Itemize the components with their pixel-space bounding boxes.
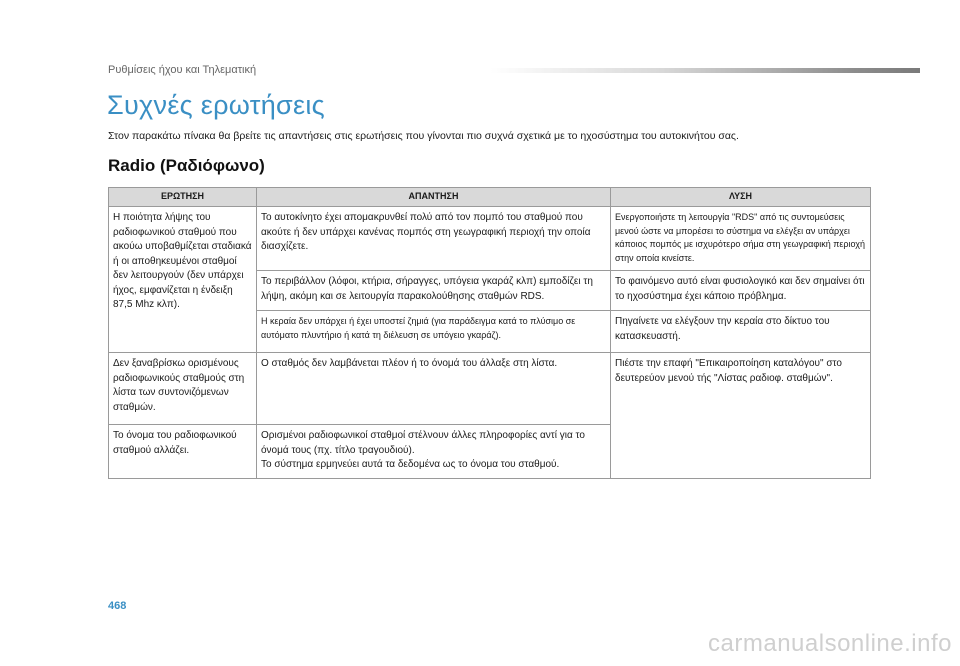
intro-text: Στον παρακάτω πίνακα θα βρείτε τις απαντήσεις στις ερωτήσεις που γίνονται πιο συχνά σχετικά με το ηχοσύστημα του αυτοκινήτου σας. (108, 130, 739, 142)
answer-cell: Το αυτοκίνητο έχει απομακρυνθεί πολύ από τον πομπό του σταθμού που ακούτε ή δεν υπάρχει κανένας πομπός στη γεωγραφική περιοχή την οποία διασχίζετε. (257, 207, 611, 271)
solution-cell: Ενεργοποιήστε τη λειτουργία "RDS" από τις συντομεύσεις μενού ώστε να μπορέσει το σύστημα να ελέγξει αν υπάρχει κάποιος πομπός με ισχυρότερο σήμα στη γεωγραφική περιοχή στην οποία κινείστε. (611, 207, 871, 271)
column-header-solution: ΛΥΣΗ (611, 188, 871, 207)
page-number: 468 (108, 600, 127, 612)
solution-cell: Το φαινόμενο αυτό είναι φυσιολογικό και δεν σημαίνει ότι το ηχοσύστημα έχει κάποιο πρόβλημα. (611, 271, 871, 311)
header-gradient-rule (490, 68, 920, 73)
answer-cell: Ορισμένοι ραδιοφωνικοί σταθμοί στέλνουν άλλες πληροφορίες αντί για το όνομά τους (πχ. τίτλο τραγουδιού). Το σύστημα ερμηνεύει αυτά τα δεδομένα ως το όνομα του σταθμού. (257, 425, 611, 479)
answer-cell: Το περιβάλλον (λόφοι, κτήρια, σήραγγες, υπόγεια γκαράζ κλπ) εμποδίζει τη λήψη, ακόμη και σε λειτουργία παρακολούθησης σταθμών RDS. (257, 271, 611, 311)
header-section-title: Ρυθμίσεις ήχου και Τηλεματική (108, 64, 257, 76)
table-row (109, 353, 871, 425)
table-header-row (109, 188, 871, 207)
table-row (109, 207, 871, 271)
page-title: Συχνές ερωτήσεις (107, 90, 325, 120)
question-cell: Το όνομα του ραδιοφωνικού σταθμού αλλάζει. (109, 425, 257, 479)
watermark: carmanualsonline.info (708, 630, 952, 657)
column-header-question: ΕΡΩΤΗΣΗ (109, 188, 257, 207)
column-header-answer: ΑΠΑΝΤΗΣΗ (257, 188, 611, 207)
answer-cell: Ο σταθμός δεν λαμβάνεται πλέον ή το όνομά του άλλαξε στη λίστα. (257, 353, 611, 425)
question-cell: Δεν ξαναβρίσκω ορισμένους ραδιοφωνικούς σταθμούς στη λίστα των συντονιζόμενων σταθμών. (109, 353, 257, 425)
answer-cell: Η κεραία δεν υπάρχει ή έχει υποστεί ζημιά (για παράδειγμα κατά το πλύσιμο σε αυτόματο πλυντήριο ή κατά τη διέλευση σε υπόγειο γκαράζ). (257, 311, 611, 353)
solution-cell: Πιέστε την επαφή "Επικαιροποίηση καταλόγου" στο δευτερεύον μενού τής "Λίστας ραδιοφ. σταθμών". (611, 353, 871, 479)
solution-cell: Πηγαίνετε να ελέγξουν την κεραία στο δίκτυο του κατασκευαστή. (611, 311, 871, 353)
question-cell: Η ποιότητα λήψης του ραδιοφωνικού σταθμού που ακούω υποβαθμίζεται σταδιακά ή οι αποθηκευμένοι σταθμοί δεν λειτουργούν (δεν υπάρχει ήχος, εμφανίζεται η ένδειξη 87,5 Mhz κλπ). (109, 207, 257, 353)
section-title: Radio (Ραδιόφωνο) (108, 156, 265, 175)
faq-table (108, 187, 871, 479)
